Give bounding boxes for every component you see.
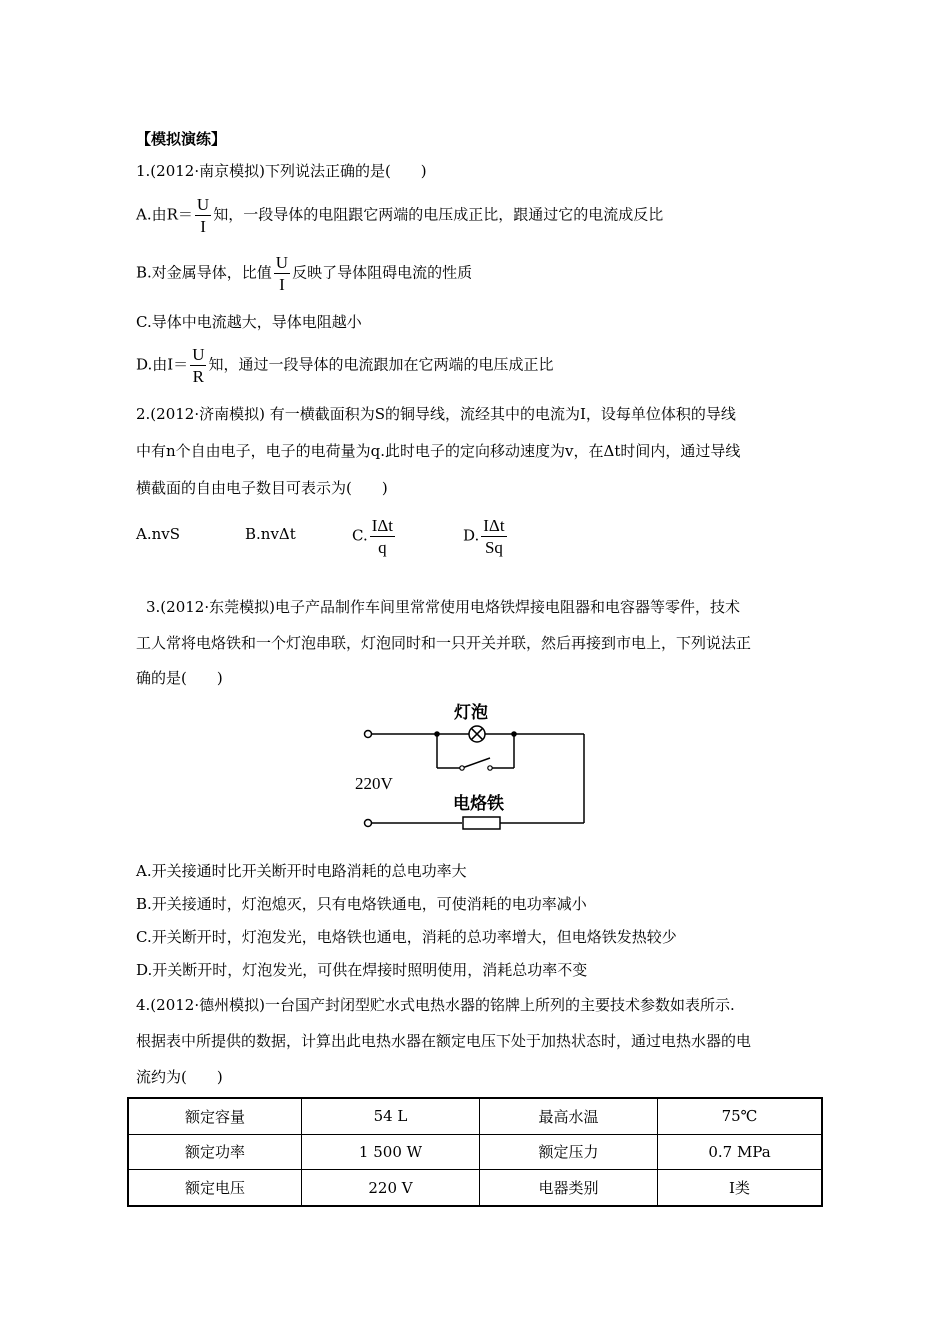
fraction-denominator: q: [378, 538, 387, 557]
q4-stem-line2: 根据表中所提供的数据，计算出此电热水器在额定电压下处于加热状态时，通过电热水器的电: [136, 1032, 752, 1050]
fraction-denominator: R: [192, 367, 204, 386]
q1-option-d-post: 知，通过一段导体的电流跟加在它两端的电压成正比: [208, 355, 554, 374]
q2-option-b[interactable]: B.nvΔt: [245, 525, 296, 543]
table-cell: 额定压力: [480, 1134, 658, 1170]
q1-option-d-fraction: [190, 344, 206, 387]
fraction-numerator: U: [192, 345, 205, 364]
q3-option-d[interactable]: D.开关断开时，灯泡发光，可供在焊接时照明使用，消耗总功率不变: [136, 961, 588, 979]
section-title: 【模拟演练】: [136, 130, 227, 148]
table-cell: 额定电压: [128, 1170, 302, 1206]
junction-dot: [434, 731, 440, 737]
q3-option-a[interactable]: A.开关接通时比开关断开时电路消耗的总电功率大: [136, 862, 467, 880]
q1-option-b-post: 反映了导体阻碍电流的性质: [292, 263, 473, 282]
q3-option-b[interactable]: B.开关接通时，灯泡熄灭，只有电烙铁通电，可使消耗的电功率减小: [136, 895, 587, 913]
q3-stem-line2: 工人常将电烙铁和一个灯泡串联，灯泡同时和一只开关并联，然后再接到市电上，下列说法正: [136, 634, 752, 652]
q1-option-a-pre: A.由R＝: [136, 205, 193, 224]
q1-option-a-fraction: [195, 194, 211, 237]
table-row: [128, 1134, 822, 1170]
q2-option-a[interactable]: A.nvS: [136, 525, 181, 543]
table-row: [128, 1098, 822, 1134]
q2-stem-line2: 中有n个自由电子，电子的电荷量为q.此时电子的定向移动速度为v，在Δt时间内，通过导线: [136, 442, 741, 460]
q1-option-a[interactable]: [136, 194, 663, 237]
table-row: [128, 1170, 822, 1206]
q2-option-c-fraction: [370, 515, 395, 558]
q4-stem-line1: 4.(2012·德州模拟)一台国产封闭型贮水式电热水器的铭牌上所列的主要技术参数如表所示.: [136, 996, 735, 1014]
fraction-numerator: U: [196, 195, 210, 214]
table-cell: 最高水温: [480, 1098, 658, 1134]
resistor-icon: [463, 817, 500, 829]
terminal-bottom: [365, 820, 372, 827]
q2-option-d[interactable]: [463, 515, 509, 558]
fraction-denominator: I: [279, 275, 285, 294]
q3-stem-line1: 3.(2012·东莞模拟)电子产品制作车间里常常使用电烙铁焊接电阻器和电容器等零件，技术: [146, 598, 740, 616]
table-cell: Ⅰ类: [658, 1170, 823, 1206]
spec-table: [127, 1097, 823, 1207]
q2-stem-line3: 横截面的自由电子数目可表示为( ): [136, 479, 388, 497]
fraction-denominator: I: [200, 217, 206, 236]
q1-option-b-fraction: [274, 252, 290, 295]
circuit-diagram: [350, 698, 600, 836]
switch-contact: [488, 766, 492, 770]
table-cell: 电器类别: [480, 1170, 658, 1206]
iron-label: 电烙铁: [453, 794, 504, 814]
q1-option-b[interactable]: [136, 252, 472, 295]
table-cell: 0.7 MPa: [658, 1134, 823, 1170]
q4-stem-line3: 流约为( ): [136, 1068, 223, 1086]
switch-contact: [460, 766, 464, 770]
junction-dot: [511, 731, 517, 737]
q2-option-c-pre: C.: [352, 526, 368, 545]
table-cell: 1 500 W: [302, 1134, 480, 1170]
table-cell: 额定功率: [128, 1134, 302, 1170]
fraction-denominator: Sq: [484, 538, 503, 557]
q1-option-d[interactable]: [136, 344, 553, 387]
q1-option-b-pre: B.对金属导体，比值: [136, 263, 272, 282]
fraction-numerator: U: [275, 253, 289, 272]
terminal-top: [365, 731, 372, 738]
fraction-numerator: IΔt: [371, 516, 394, 535]
table-cell: 额定容量: [128, 1098, 302, 1134]
switch-icon: [462, 758, 490, 768]
q2-stem-line1: 2.(2012·济南模拟) 有一横截面积为S的铜导线，流经其中的电流为I，设每单位体积的导线: [136, 405, 736, 423]
q2-option-d-pre: D.: [463, 526, 480, 545]
table-cell: 75℃: [658, 1098, 823, 1134]
table-cell: 220 V: [302, 1170, 480, 1206]
q3-stem-line3: 确的是( ): [136, 669, 223, 687]
fraction-numerator: IΔt: [483, 516, 505, 535]
table-cell: 54 L: [302, 1098, 480, 1134]
q2-option-d-fraction: [481, 515, 506, 558]
bulb-label: 灯泡: [454, 703, 488, 723]
q2-option-c[interactable]: [352, 515, 397, 558]
q1-stem: 1.(2012·南京模拟)下列说法正确的是( ): [136, 162, 427, 180]
voltage-label: 220V: [355, 774, 393, 793]
q1-option-c[interactable]: C.导体中电流越大，导体电阻越小: [136, 313, 362, 331]
q1-option-a-post: 知，一段导体的电阻跟它两端的电压成正比，跟通过它的电流成反比: [213, 205, 664, 224]
q1-option-d-pre: D.由I＝: [136, 355, 189, 374]
q3-option-c[interactable]: C.开关断开时，灯泡发光，电烙铁也通电，消耗的总功率增大，但电烙铁发热较少: [136, 928, 677, 946]
